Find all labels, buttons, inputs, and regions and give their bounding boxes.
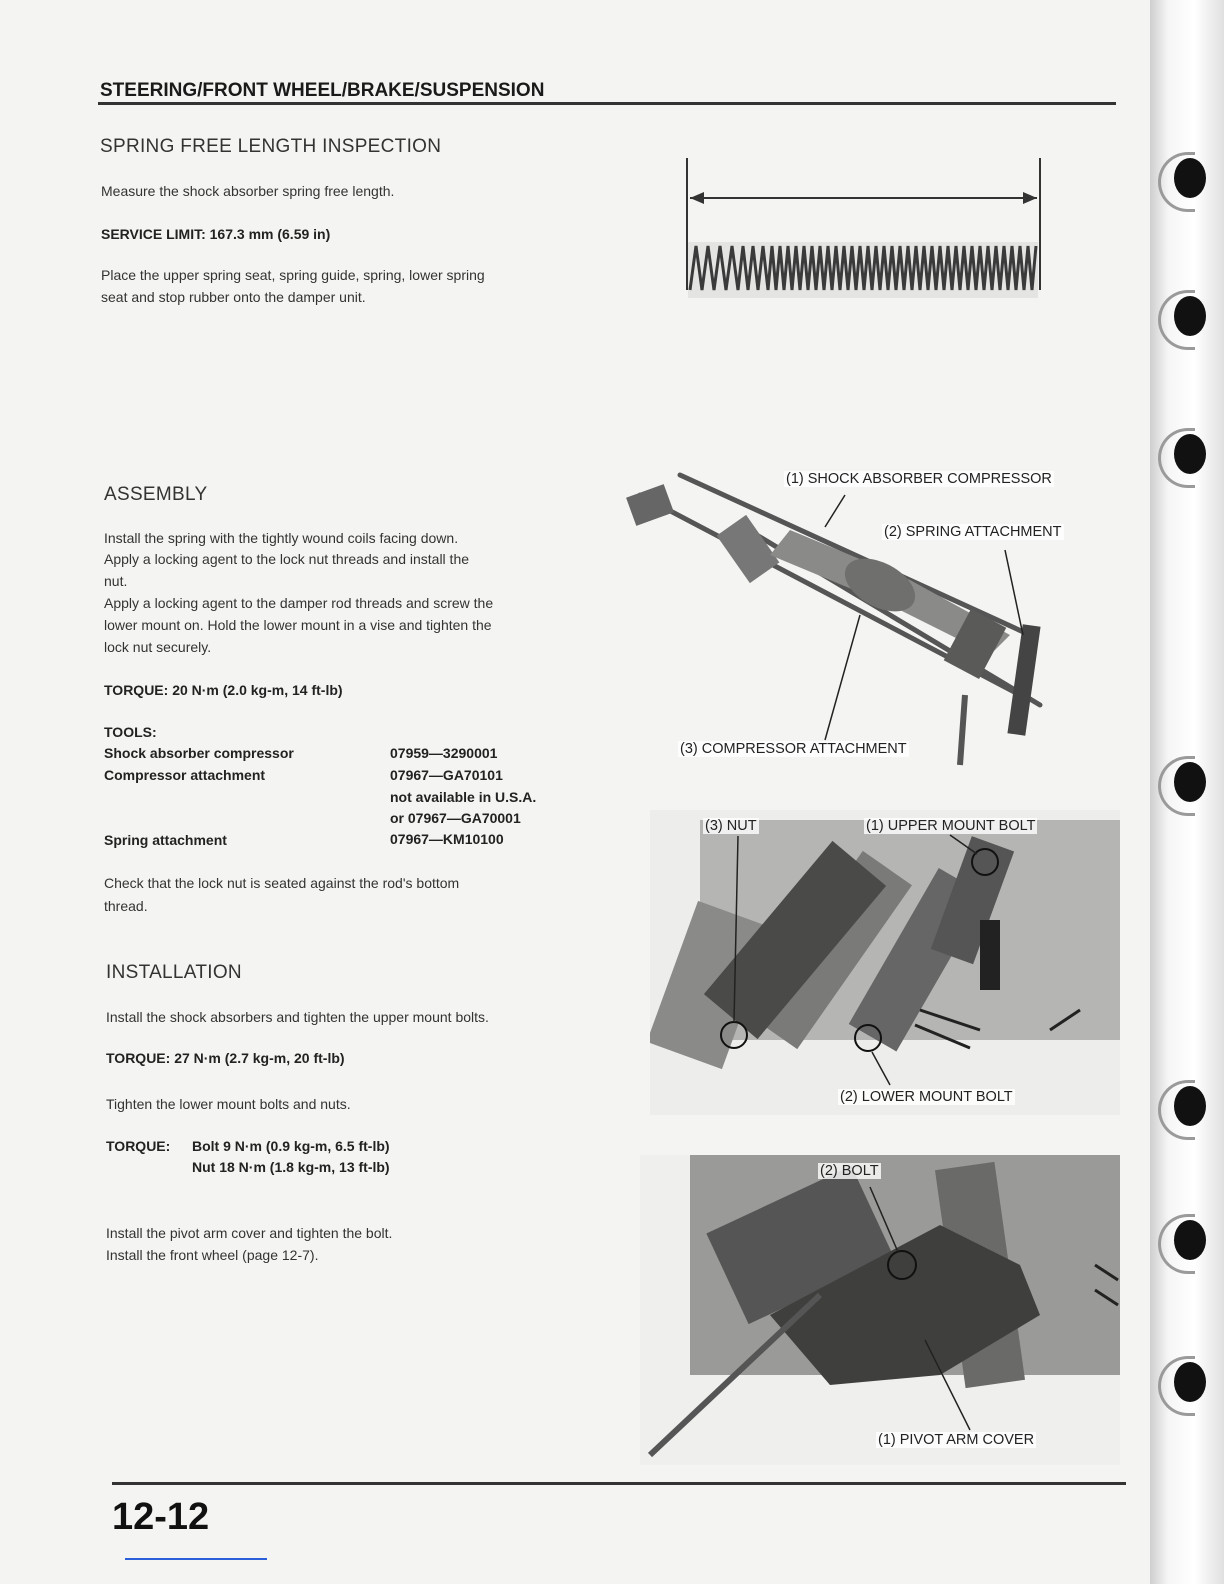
caption-compressor: (1) SHOCK ABSORBER COMPRESSOR xyxy=(786,471,1052,487)
assembly-title: ASSEMBLY xyxy=(104,484,208,505)
caption-pivot-arm-cover: (1) PIVOT ARM COVER xyxy=(878,1432,1035,1448)
tool-name: Spring attachment xyxy=(104,832,227,848)
caption-lower-mount-bolt: (2) LOWER MOUNT BOLT xyxy=(840,1089,1013,1105)
spring-inspection-title: SPRING FREE LENGTH INSPECTION xyxy=(100,136,442,157)
tool-number: 07967—KM10100 xyxy=(390,831,504,847)
binder-hole xyxy=(1158,152,1208,206)
tools-label: TOOLS: xyxy=(104,724,157,740)
installation-line3: Install the pivot arm cover and tighten the bolt. xyxy=(106,1225,393,1241)
assembly-line: Install the spring with the tightly wound coils facing down. xyxy=(104,530,459,546)
tool-name: Compressor attachment xyxy=(104,767,266,783)
tool-number-alt: or 07967—GA70001 xyxy=(390,810,521,826)
spring-length-figure xyxy=(680,150,1050,310)
check-line2: thread. xyxy=(104,898,148,914)
spring-note-line2: seat and stop rubber onto the damper unit. xyxy=(101,289,366,305)
installation-torque2-bolt: Bolt 9 N·m (0.9 kg-m, 6.5 ft-lb) xyxy=(192,1138,390,1154)
assembly-line: lock nut securely. xyxy=(104,639,212,655)
viewer-highlight-bar xyxy=(125,1558,267,1560)
caption-spring-attachment: (2) SPRING ATTACHMENT xyxy=(884,524,1062,540)
caption-nut: (3) NUT xyxy=(705,818,757,834)
tool-name: Shock absorber compressor xyxy=(104,745,294,761)
installation-line4: Install the front wheel (page 12-7). xyxy=(106,1247,319,1263)
assembly-torque: TORQUE: 20 N·m (2.0 kg-m, 14 ft-lb) xyxy=(104,682,343,698)
installation-line1: Install the shock absorbers and tighten the upper mount bolts. xyxy=(106,1009,489,1025)
caption-bolt: (2) BOLT xyxy=(820,1163,879,1179)
pivot-arm-cover-photo xyxy=(640,1155,1120,1465)
binder-hole xyxy=(1158,1214,1208,1268)
installation-line2: Tighten the lower mount bolts and nuts. xyxy=(106,1096,351,1112)
footer-rule xyxy=(112,1482,1126,1485)
tool-number: 07959—3290001 xyxy=(390,745,498,761)
caption-compressor-attachment: (3) COMPRESSOR ATTACHMENT xyxy=(680,741,907,757)
section-title: STEERING/FRONT WHEEL/BRAKE/SUSPENSION xyxy=(100,80,545,101)
binder-hole xyxy=(1158,756,1208,810)
mount-bolts-photo xyxy=(650,810,1120,1115)
check-line1: Check that the lock nut is seated against the rod's bottom xyxy=(104,875,460,891)
installation-torque2-label: TORQUE: xyxy=(106,1138,171,1154)
compressor-photo xyxy=(620,465,1120,775)
page-number: 12-12 xyxy=(112,1496,210,1538)
assembly-line: nut. xyxy=(104,573,128,589)
tool-note: not available in U.S.A. xyxy=(390,789,537,805)
installation-torque1: TORQUE: 27 N·m (2.7 kg-m, 20 ft-lb) xyxy=(106,1050,345,1066)
binder-hole xyxy=(1158,1356,1208,1410)
binder-hole xyxy=(1158,1080,1208,1134)
spring-inspection-instruction: Measure the shock absorber spring free length. xyxy=(101,183,395,199)
assembly-line: Apply a locking agent to the damper rod threads and screw the xyxy=(104,595,494,611)
caption-upper-mount-bolt: (1) UPPER MOUNT BOLT xyxy=(866,818,1036,834)
spring-note-line1: Place the upper spring seat, spring guide, spring, lower spring xyxy=(101,267,485,283)
assembly-line: Apply a locking agent to the lock nut threads and install the xyxy=(104,551,470,567)
binder-hole xyxy=(1158,428,1208,482)
header-rule xyxy=(98,102,1116,105)
installation-title: INSTALLATION xyxy=(106,962,242,983)
binder-hole xyxy=(1158,290,1208,344)
installation-torque2-nut: Nut 18 N·m (1.8 kg-m, 13 ft-lb) xyxy=(192,1159,390,1175)
assembly-line: lower mount on. Hold the lower mount in a vise and tighten the xyxy=(104,617,492,633)
tool-number: 07967—GA70101 xyxy=(390,767,503,783)
service-limit: SERVICE LIMIT: 167.3 mm (6.59 in) xyxy=(101,226,331,242)
